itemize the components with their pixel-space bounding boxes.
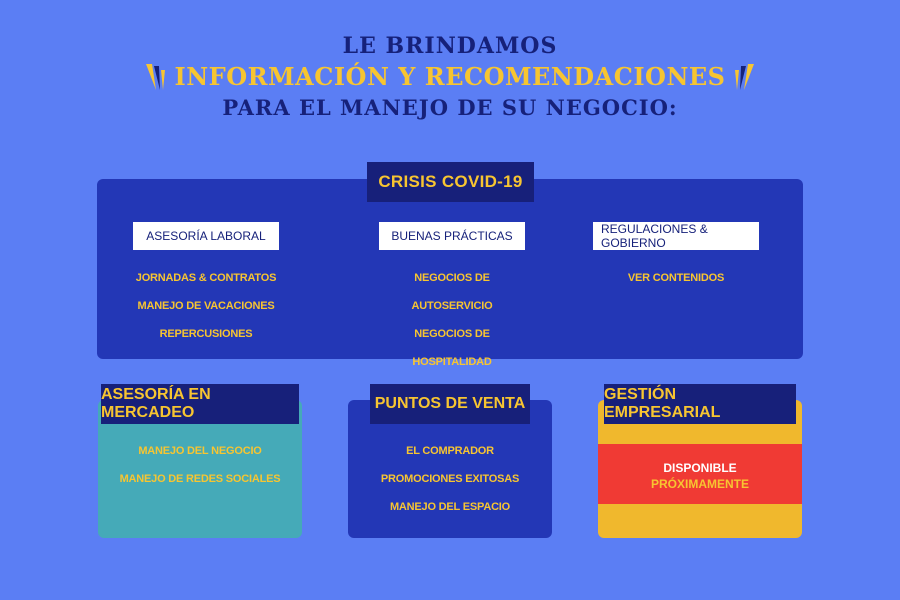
burst-right-icon: [732, 62, 756, 92]
link-jornadas-contratos[interactable]: JORNADAS & CONTRATOS: [135, 272, 277, 284]
link-negocios-autoservicio[interactable]: NEGOCIOS DE AUTOSERVICIO: [411, 272, 493, 312]
puntos-venta-links: [348, 437, 552, 521]
covid-column-laboral: [133, 222, 279, 348]
coming-soon-text: [598, 460, 802, 492]
status-proximamente: PRÓXIMAMENTE: [650, 477, 749, 491]
puntos-venta-title: PUNTOS DE VENTA: [370, 384, 530, 424]
hero-line-2-row: [0, 60, 900, 94]
link-el-comprador[interactable]: EL COMPRADOR: [406, 445, 494, 457]
buenas-practicas-button[interactable]: BUENAS PRÁCTICAS: [379, 222, 525, 250]
marketing-links: [98, 437, 302, 493]
covid-column-practicas: [379, 222, 525, 376]
link-manejo-negocio[interactable]: MANEJO DEL NEGOCIO: [138, 445, 262, 457]
link-ver-contenidos[interactable]: VER CONTENIDOS: [627, 272, 725, 284]
hero-line-3: PARA EL MANEJO DE SU NEGOCIO:: [222, 95, 678, 120]
hero-line-2: INFORMACIÓN Y RECOMENDACIONES: [174, 62, 726, 91]
link-manejo-redes-sociales[interactable]: MANEJO DE REDES SOCIALES: [119, 473, 281, 485]
regulaciones-gobierno-button[interactable]: REGULACIONES & GOBIERNO: [593, 222, 759, 250]
link-promociones-exitosas[interactable]: PROMOCIONES EXITOSAS: [380, 473, 520, 485]
link-negocios-hospitalidad[interactable]: NEGOCIOS DE HOSPITALIDAD: [412, 328, 492, 368]
link-manejo-espacio[interactable]: MANEJO DEL ESPACIO: [389, 501, 511, 513]
marketing-title: ASESORÍA EN MERCADEO: [101, 384, 299, 424]
link-manejo-vacaciones[interactable]: MANEJO DE VACACIONES: [137, 300, 275, 312]
link-repercusiones[interactable]: REPERCUSIONES: [159, 328, 253, 340]
burst-left-icon: [144, 62, 168, 92]
covid-title: CRISIS COVID-19: [367, 162, 534, 202]
covid-column-regulaciones: [593, 222, 759, 292]
hero-line-1: LE BRINDAMOS: [342, 33, 558, 59]
gestion-title: GESTIÓN EMPRESARIAL: [604, 384, 796, 424]
asesoria-laboral-button[interactable]: ASESORÍA LABORAL: [133, 222, 279, 250]
status-disponible: DISPONIBLE: [663, 461, 737, 475]
hero-heading: [0, 32, 900, 122]
